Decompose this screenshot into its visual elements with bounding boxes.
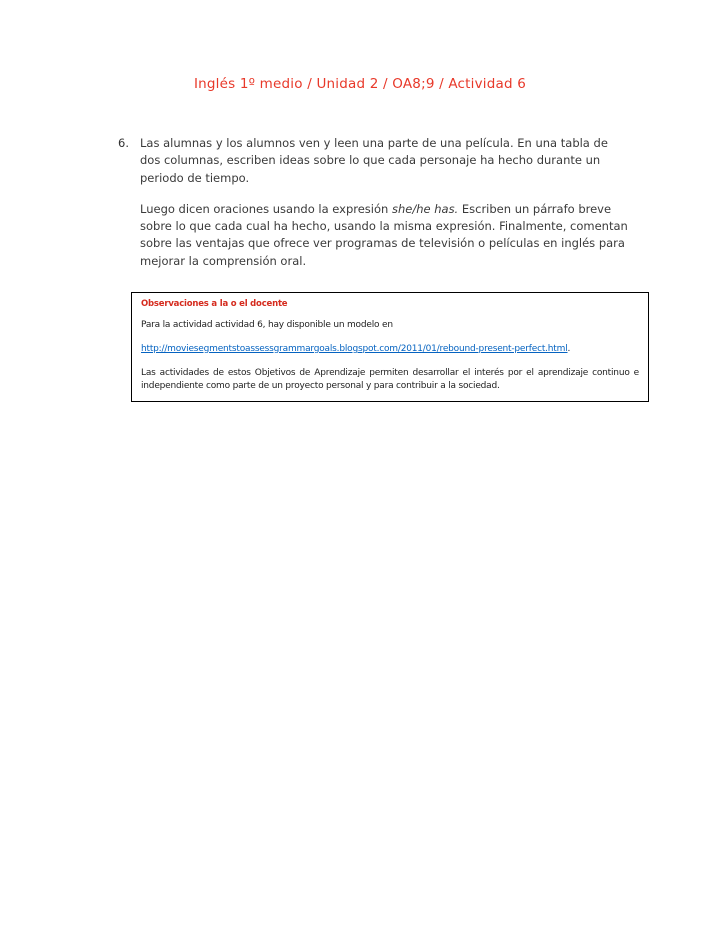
paragraph2-expression: she/he has.: [391, 201, 459, 216]
page-title: Inglés 1º medio / Unidad 2 / OA8;9 / Actividad 6: [193, 76, 527, 92]
note-link-line: [141, 343, 639, 356]
teacher-note-box: [131, 292, 649, 402]
activity-number: 6.: [118, 136, 129, 150]
activity-paragraph-2: [140, 201, 630, 270]
activity-text: [140, 135, 630, 284]
note-heading: Observaciones a la o el docente: [141, 298, 288, 309]
note-intro: Para la actividad actividad 6, hay disponible un modelo en: [141, 319, 393, 330]
activity-section: [118, 135, 652, 402]
model-link[interactable]: http://moviesegmentstoassessgrammargoals.blogspot.com/2011/01/rebound-present-perfect.html: [141, 343, 568, 354]
note-body: Las actividades de estos Objetivos de Aprendizaje permiten desarrollar el interés por el aprendizaje continuo e independiente como parte de un proyecto personal y para contribuir a la sociedad.: [141, 367, 639, 391]
paragraph2-lead: Luego dicen oraciones usando la expresión: [140, 201, 392, 216]
link-period: .: [567, 343, 571, 354]
activity-item: [118, 135, 652, 284]
paragraph2-rest: Escriben un párrafo breve sobre lo que cada cual ha hecho, usando la misma expresión. Finalmente, comentan sobre las ventajas que ofrece ver programas de televisión o películas en inglés para mejorar la comprensión oral.: [140, 201, 628, 268]
activity-paragraph-1: Las alumnas y los alumnos ven y leen una parte de una película. En una tabla de dos columnas, escriben ideas sobre lo que cada personaje ha hecho durante un periodo de tiempo.: [140, 136, 608, 185]
